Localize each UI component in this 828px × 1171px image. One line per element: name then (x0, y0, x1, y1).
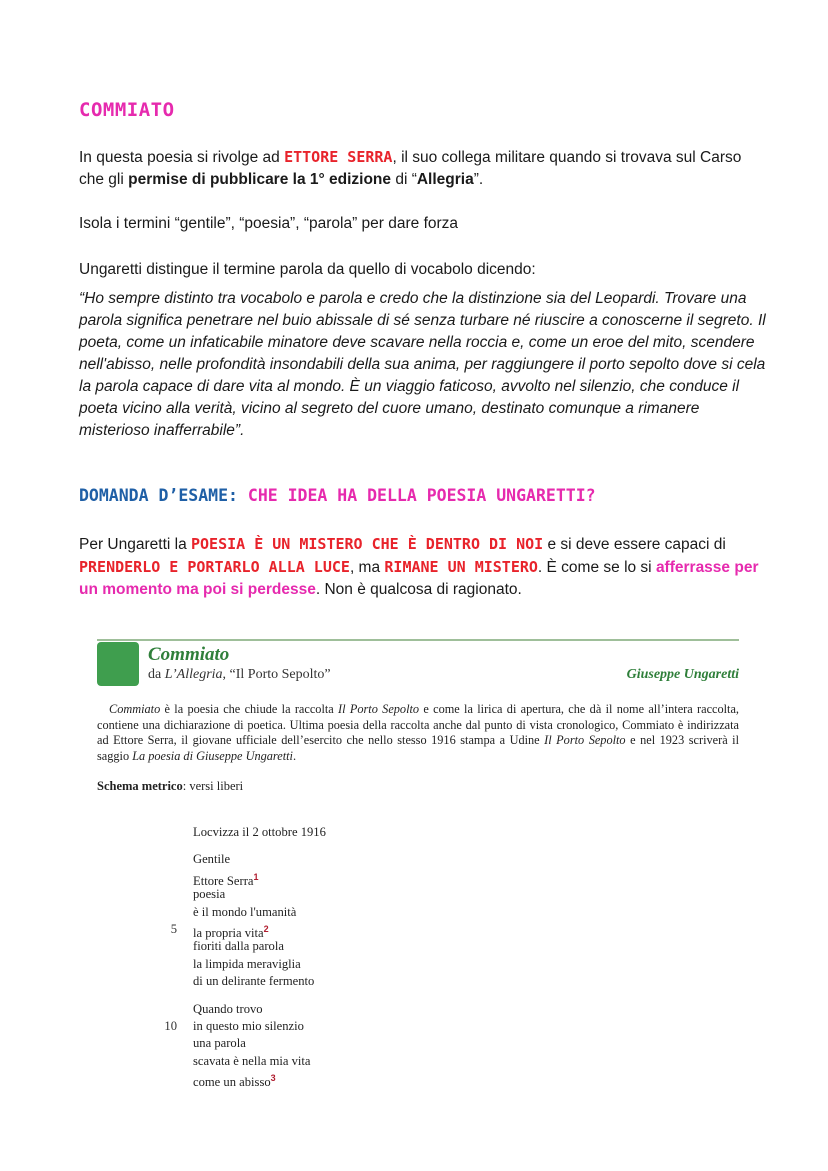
text: Ettore Serra (193, 873, 254, 888)
italic-text: Commiato (109, 702, 161, 716)
green-square-icon (97, 642, 139, 686)
text: ”. (473, 171, 484, 188)
poem-line (157, 1053, 457, 1070)
text: In questa poesia si rivolge ad (79, 149, 285, 166)
intro-paragraph (79, 146, 759, 191)
bold-text: permise di pubblicare la 1° edizione (128, 171, 392, 188)
text: e come la lirica di apertura, che dà il nome all’intera raccolta, contiene una dichiarazione di poetica. Ultima poesia della raccolta anche dal punto di vista cronologico, Commiato è indirizzata ad Ettore Serra, il giovane ufficiale dell’esercito che nello stesso 1916 stampa a Udine (97, 702, 740, 747)
text: e nel 1923 scriverà il saggio (97, 733, 739, 763)
highlight-ettore-serra: ETTORE SERRA (284, 148, 393, 166)
text: Quando trovo (193, 1001, 263, 1016)
exam-question-label: DOMANDA D’ESAME (79, 486, 229, 505)
text: Locvizza il 2 ottobre 1916 (193, 825, 326, 839)
text: . (292, 748, 297, 763)
italic-text: La poesia di Giuseppe Ungaretti (132, 748, 293, 763)
italic-text: Il Porto Sepolto (338, 702, 420, 716)
poem-line (157, 938, 457, 955)
metric-scheme-label: Schema metrico (97, 779, 183, 793)
text: . Non è qualcosa di ragionato. (315, 581, 522, 598)
text: . È come se lo si (537, 559, 656, 576)
line-number: 10 (164, 1018, 177, 1033)
highlight-remains: RIMANE UN MISTERO (384, 558, 538, 576)
italic-text: L’Allegria (164, 667, 223, 682)
poem-line (157, 904, 457, 921)
text: Per Ungaretti la (79, 536, 191, 553)
highlight-light: PRENDERLO E PORTARLO ALLA LUCE (79, 558, 350, 576)
bold-allegria: Allegria (416, 171, 474, 188)
text: è la poesia che chiude la raccolta (160, 702, 339, 716)
text: una parola (193, 1036, 246, 1051)
poem-line (157, 973, 457, 990)
section-title: COMMIATO (79, 99, 175, 121)
ungaretti-quote: “Ho sempre distinto tra vocabolo e parola e credo che la distinzione sia del Leopardi. Trovare una parola significa penetrare nel buio abissale di sé senza turbare né riuscire a conoscerne il segreto. Il poeta, come un infaticabile minatore deve scavare nella roccia e, come un eroe del mito, scendere nell'abisso, nelle profondità insondabili della sua anima, per raggiungere il porto sepolto dove si cela la parola capace di dare vita al mondo. È un viaggio faticoso, avvolto nel silenzio, che conduce il poeta vicino alla verità, vicino al segreto del cuore umano, destinato comunque a rimanere misterioso inafferrabile”. (79, 290, 766, 439)
text: , “Il Porto Sepolto” (222, 667, 331, 682)
poem-line (157, 1001, 457, 1018)
text: e si deve essere capaci di (543, 536, 726, 553)
poem-introduction (97, 702, 739, 764)
text: , il suo collega militare quando si trovava sul Carso che gli (79, 149, 742, 188)
text: fioriti dalla parola (193, 939, 284, 954)
isolation-paragraph: Isola i termini “gentile”, “poesia”, “parola” per dare forza (79, 215, 459, 232)
poem-line (157, 1035, 457, 1052)
separator: : (228, 486, 248, 505)
footnote-marker: 1 (253, 871, 259, 882)
exam-question (79, 486, 596, 505)
text: come un abisso (193, 1075, 271, 1090)
poem-text (157, 824, 457, 1090)
distinction-paragraph: Ungaretti distingue il termine parola da quello di vocabolo dicendo: (79, 261, 536, 278)
exam-question-text: CHE IDEA HA DELLA POESIA UNGARETTI? (247, 486, 596, 505)
text: in questo mio silenzio (193, 1018, 304, 1033)
poem-dateline (157, 824, 457, 841)
poem-source (148, 667, 331, 683)
italic-text: Il Porto Sepolto (544, 733, 626, 747)
answer-paragraph (79, 533, 759, 601)
poem-author: Giuseppe Ungaretti (626, 667, 739, 682)
header-rule (97, 639, 739, 641)
metric-scheme (97, 779, 243, 794)
metric-scheme-value: : versi liberi (182, 779, 244, 793)
text: , ma (349, 559, 385, 576)
text: da (148, 667, 165, 682)
text: di un delirante fermento (193, 974, 315, 989)
text: la propria vita (193, 926, 264, 941)
text: la limpida meraviglia (193, 956, 301, 971)
poem-line (157, 956, 457, 973)
poem-line (157, 1018, 457, 1035)
highlight-grasp: afferrasse per un momento ma poi si perdesse (79, 559, 759, 598)
text: Gentile (193, 852, 231, 867)
footnote-marker: 2 (263, 923, 269, 934)
text: poesia (193, 887, 226, 902)
text: scavata è nella mia vita (193, 1053, 311, 1068)
text: di “ (391, 171, 417, 188)
text: è il mondo l'umanità (193, 904, 297, 919)
poem-line (157, 886, 457, 903)
line-number: 5 (170, 921, 177, 936)
poem-line (157, 869, 457, 886)
highlight-mystery: POESIA È UN MISTERO CHE È DENTRO DI NOI (191, 535, 544, 553)
poem-line (157, 851, 457, 868)
poem-line (157, 1070, 457, 1090)
poem-line (157, 921, 457, 941)
footnote-marker: 3 (270, 1073, 276, 1084)
poem-title: Commiato (148, 644, 230, 665)
